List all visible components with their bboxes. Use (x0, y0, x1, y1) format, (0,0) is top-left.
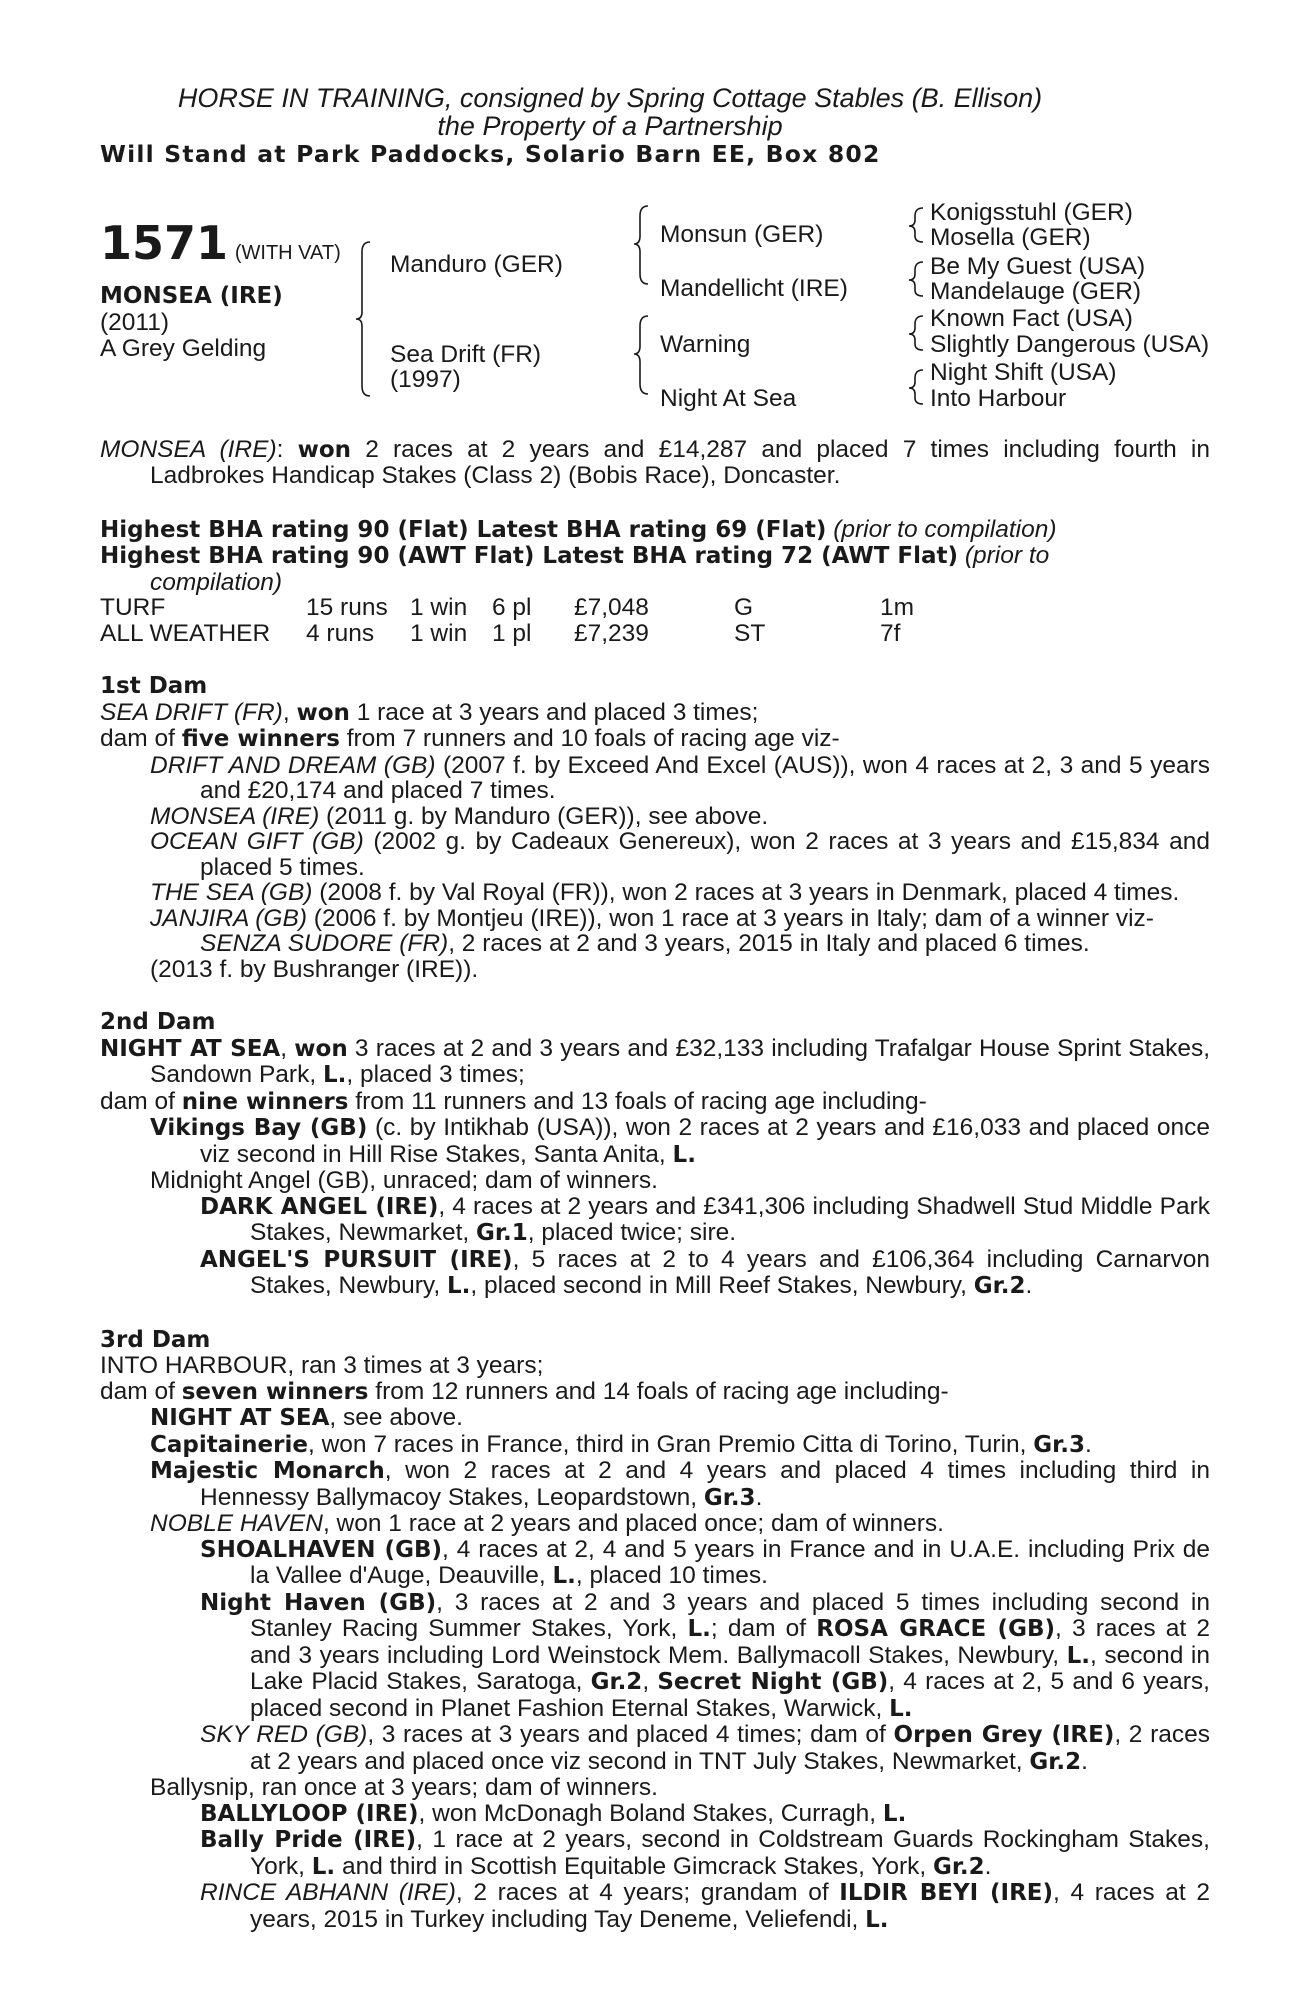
list-item: Night Haven (GB), 3 races at 2 and 3 years and placed 5 times including second in Stanley Racing Summer Stakes, York, L.; dam of ROSA GRACE (GB), 3 races at 2 and 3 years including Lord Weinstock Mem. Ballymacoll Stakes, Newbury, L., second in Lake Placid Stakes, Saratoga, Gr.2, Secret Night (GB), 4 races at 2, 5 and 6 years, placed second in Planet Fashion Eternal Stakes, Warwick, L. (200, 1588, 1211, 1722)
list-item: Bally Pride (IRE), 1 race at 2 years, second in Coldstream Guards Rockingham Stakes, York, L. and third in Scottish Equitable Gimcrack Stakes, York, Gr.2. (200, 1826, 1210, 1880)
table-row: TURF 15 runs 1 win 6 pl £7,048 G 1m (100, 594, 915, 621)
list-item: SHOALHAVEN (GB), 4 races at 2, 4 and 5 years in France and in U.A.E. including Prix de la Vallee d'Auge, Deauville, L., placed 10 times. (200, 1535, 1210, 1589)
ancestor-3: Be My Guest (USA) (930, 252, 1146, 280)
list-item: NOBLE HAVEN, won 1 race at 2 years and placed once; dam of winners. (150, 1510, 944, 1537)
list-item: Vikings Bay (GB) (c. by Intikhab (USA)), won 2 races at 2 years and £16,033 and placed once viz second in Hill Rise Stakes, Santa Anita, L. (150, 1114, 1210, 1168)
vat-label: (WITH VAT) (234, 241, 341, 264)
list-item: BALLYLOOP (IRE), won McDonagh Boland Stakes, Curragh, L. (200, 1799, 907, 1827)
race-summary: MONSEA (IRE): won 2 races at 2 years and £14,287 and placed 7 times including fourth in Ladbrokes Handicap Stakes (Class 2) (Bobis Race), Doncaster. (100, 435, 1210, 489)
dam: Sea Drift (FR) (390, 340, 542, 368)
list-item: Midnight Angel (GB), unraced; dam of winners. (150, 1167, 658, 1194)
list-item: Majestic Monarch, won 2 races at 2 and 4 years and placed 4 times including third in Hennessy Ballymacoy Stakes, Leopardstown, Gr.3. (150, 1457, 1210, 1511)
ancestor-6: Slightly Dangerous (USA) (930, 330, 1210, 358)
list-item: SKY RED (GB), 3 races at 3 years and placed 4 times; dam of Orpen Grey (IRE), 2 races at 2 years and placed once viz second in TNT July Stakes, Newmarket, Gr.2. (200, 1721, 1210, 1775)
ancestor-1: Konigsstuhl (GER) (930, 198, 1133, 226)
list-item: JANJIRA (GB) (2006 f. by Montjeu (IRE)), won 1 race at 3 years in Italy; dam of a winner viz- (150, 904, 1154, 932)
race-record-table (100, 595, 914, 646)
first-dam-section: 1st Dam SEA DRIFT (FR), won 1 race at 3 years and placed 3 times; dam of five winners from 7 runners and 10 foals of racing age viz- DRIFT AND DREAM (GB) (2007 f. by Exceed And Excel (AUS)), won 4 races at 2, 3 and 5 years and £20,174 and placed 7 times. MONSEA (IRE) (2011 g. by Manduro (GER)), see above. OCEAN GIFT (GB) (2002 g. by Cadeaux Genereux), won 2 races at 3 years and £15,834 and placed 5 times. THE SEA (GB) (2008 f. by Val Royal (FR)), won 2 races at 3 years in Denmark, placed 4 times. JANJIRA (GB) (2006 f. by Montjeu (IRE)), won 1 race at 3 years in Italy; dam of a winner viz- SENZA SUDORE (FR), 2 races at 2 and 3 years, 2015 in Italy and placed 6 times. (2013 f. by Bushranger (IRE)). (100, 673, 1210, 983)
ancestor-8: Into Harbour (930, 384, 1067, 412)
awt-rating-note: (prior to (964, 542, 1050, 569)
third-dam-title: 3rd Dam (100, 1326, 211, 1353)
horse-name: MONSEA (IRE) (100, 282, 283, 309)
consignor-line: HORSE IN TRAINING, consigned by Spring Cottage Stables (B. Ellison) (177, 83, 1043, 113)
ancestor-7: Night Shift (USA) (930, 358, 1117, 386)
lot-number: 1571 (100, 215, 229, 270)
dam-sire: Warning (660, 330, 751, 358)
flat-rating-note: (prior to compilation) (833, 515, 1057, 543)
flat-rating: Highest BHA rating 90 (Flat) Latest BHA rating 69 (Flat) (100, 516, 827, 543)
list-item: RINCE ABHANN (IRE), 2 races at 4 years; grandam of ILDIR BEYI (IRE), 4 races at 2 years, 2015 in Turkey including Tay Deneme, Veliefendi, L. (200, 1879, 1210, 1933)
list-item: (2013 f. by Bushranger (IRE)). (150, 955, 479, 983)
ancestor-2: Mosella (GER) (930, 223, 1091, 251)
list-item: THE SEA (GB) (2008 f. by Val Royal (FR)), won 2 races at 3 years in Denmark, placed 4 times. (150, 879, 1180, 906)
ancestor-4: Mandelauge (GER) (930, 277, 1142, 305)
list-item: MONSEA (IRE) (2011 g. by Manduro (GER)), see above. (150, 802, 769, 830)
table-row: ALL WEATHER 4 runs 1 win 1 pl £7,239 ST 7f (100, 619, 901, 647)
ancestor-5: Known Fact (USA) (930, 304, 1133, 332)
list-item: SENZA SUDORE (FR), 2 races at 2 and 3 years, 2015 in Italy and placed 6 times. (200, 930, 1090, 957)
awt-rating: Highest BHA rating 90 (AWT Flat) Latest BHA rating 72 (AWT Flat) (100, 543, 959, 569)
ratings-block: Highest BHA rating 90 (Flat) Latest BHA rating 69 (Flat) (prior to compilation) Highest BHA rating 90 (AWT Flat) Latest BHA rating 72 (AWT Flat) (prior to compilation) TURF 15 runs 1 win 6 pl £7,048 G 1m ALL WEATHER 4 runs 1 win 1 pl £7,239 ST 7f (100, 515, 1057, 647)
horse-year: (2011) (100, 308, 170, 336)
sire: Manduro (GER) (390, 250, 563, 278)
list-item: DRIFT AND DREAM (GB) (2007 f. by Exceed And Excel (AUS)), won 4 races at 2, 3 and 5 years and £20,174 and placed 7 times. (150, 751, 1210, 804)
list-item: Ballysnip, ran once at 3 years; dam of winners. (150, 1774, 658, 1801)
dam-year: (1997) (390, 365, 461, 393)
second-dam-section: 2nd Dam NIGHT AT SEA, won 3 races at 2 and 3 years and £32,133 including Trafalgar House Sprint Stakes, Sandown Park, L., placed 3 times; dam of nine winners from 11 runners and 13 foals of racing age including- Vikings Bay (GB) (c. by Intikhab (USA)), won 2 races at 2 years and £16,033 and placed once viz second in Hill Rise Stakes, Santa Anita, L. Midnight Angel (GB), unraced; dam of winners. DARK ANGEL (IRE), 4 races at 2 years and £341,306 including Shadwell Stud Middle Park Stakes, Newmarket, Gr.1, placed twice; sire. ANGEL'S PURSUIT (IRE), 5 races at 2 to 4 years and £106,364 including Carnarvon Stakes, Newbury, L., placed second in Mill Reef Stakes, Newbury, Gr.2. (100, 1009, 1211, 1299)
catalogue-page (100, 84, 1210, 1933)
list-item: OCEAN GIFT (GB) (2002 g. by Cadeaux Genereux), won 2 races at 3 years and £15,834 and placed 5 times. (150, 828, 1210, 881)
list-item: NIGHT AT SEA, see above. (150, 1404, 463, 1431)
list-item: Capitainerie, won 7 races in France, third in Gran Premio Citta di Torino, Turin, Gr.3. (150, 1430, 1092, 1458)
sire-sire: Monsun (GER) (660, 220, 824, 248)
dam-dam: Night At Sea (660, 384, 797, 412)
third-dam-section: 3rd Dam INTO HARBOUR, ran 3 times at 3 years; dam of seven winners from 12 runners and 14 foals of racing age including- NIGHT AT SEA, see above. Capitainerie, won 7 races in France, third in Gran Premio Citta di Torino, Turin, Gr.3. Majestic Monarch, won 2 races at 2 and 4 years and placed 4 times including third in Hennessy Ballymacoy Stakes, Leopardstown, Gr.3. NOBLE HAVEN, won 1 race at 2 years and placed once; dam of winners. SHOALHAVEN (GB), 4 races at 2, 4 and 5 years in France and in U.A.E. including Prix de la Vallee d'Auge, Deauville, L., placed 10 times. Night Haven (GB), 3 races at 2 and 3 years and placed 5 times including second in Stanley Racing Summer Stakes, York, L.; dam of ROSA GRACE (GB), 3 races at 2 and 3 years including Lord Weinstock Mem. Ballymacoll Stakes, Newbury, L., second in Lake Placid Stakes, Saratoga, Gr.2, Secret Night (GB), 4 races at 2, 5 and 6 years, placed second in Planet Fashion Eternal Stakes, Warwick, L. SKY RED (GB), 3 races at 3 years and placed 4 times; dam of Orpen Grey (IRE), 2 races at 2 years and placed once viz second in TNT July Stakes, Newmarket, Gr.2. Ballysnip, ran once at 3 years; dam of winners. BALLYLOOP (IRE), won McDonagh Boland Stakes, Curragh, L. Bally Pride (IRE), 1 race at 2 years, second in Coldstream Guards Rockingham Stakes, York, L. and third in Scottish Equitable Gimcrack Stakes, York, Gr.2. RINCE ABHANN (IRE), 2 races at 4 years; grandam of ILDIR BEYI (IRE), 4 races at 2 years, 2015 in Turkey including Tay Deneme, Veliefendi, L. (100, 1326, 1211, 1933)
sire-dam: Mandellicht (IRE) (660, 274, 848, 302)
list-item: DARK ANGEL (IRE), 4 races at 2 years and £341,306 including Shadwell Stud Middle Park Stakes, Newmarket, Gr.1, placed twice; sire. (200, 1192, 1210, 1246)
location-line: Will Stand at Park Paddocks, Solario Barn EE, Box 802 (100, 140, 881, 168)
first-dam-title: 1st Dam (100, 673, 208, 699)
second-dam-title: 2nd Dam (100, 1009, 216, 1035)
property-line: the Property of a Partnership (437, 111, 783, 141)
pedigree-block (100, 198, 1210, 437)
list-item: ANGEL'S PURSUIT (IRE), 5 races at 2 to 4 years and £106,364 including Carnarvon Stakes, Newbury, L., placed second in Mill Reef Stakes, Newbury, Gr.2. (200, 1245, 1210, 1299)
horse-description: A Grey Gelding (100, 334, 267, 362)
